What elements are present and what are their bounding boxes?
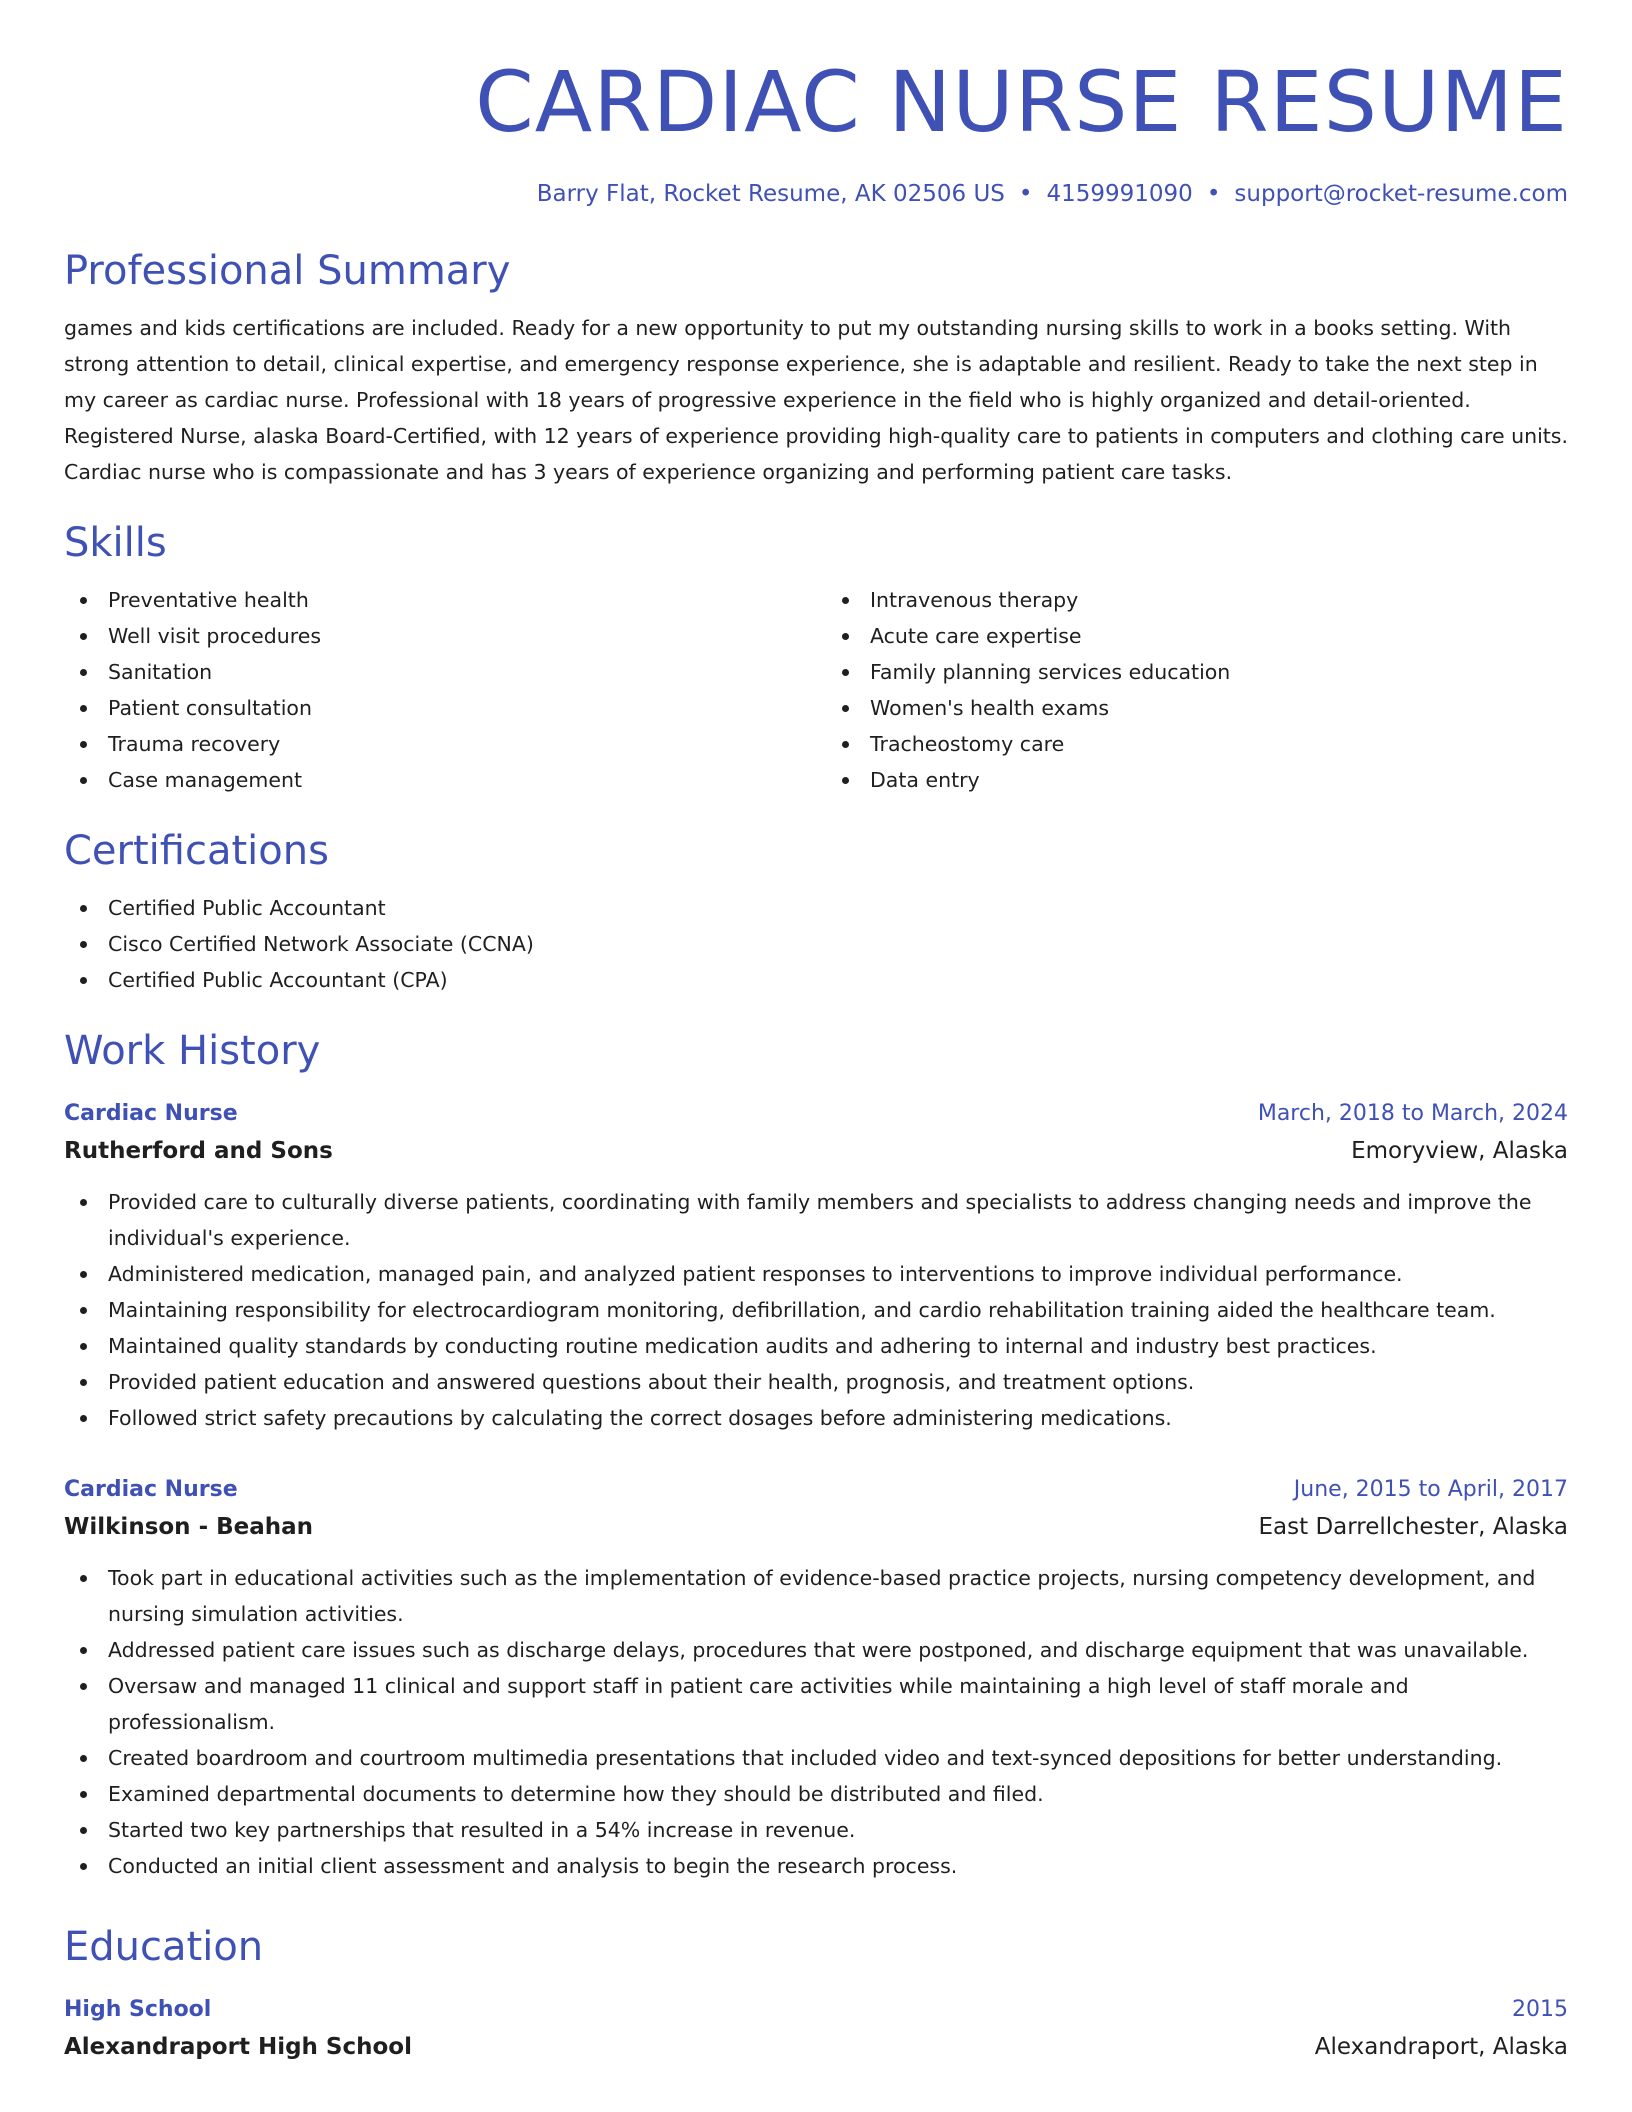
- job-bullets: [64, 1184, 1568, 1436]
- job-bullet: Created boardroom and courtroom multimedia presentations that included video and text-synced depositions for better understanding.: [64, 1740, 1568, 1776]
- certifications-list: [64, 890, 1568, 998]
- job-bullet: Took part in educational activities such as the implementation of evidence-based practice projects, nursing competency development, and nursing simulation activities.: [64, 1560, 1568, 1632]
- job-entry: [64, 1472, 1568, 1884]
- skills-heading: Skills: [64, 520, 167, 566]
- job-dates: June, 2015 to April, 2017: [1293, 1477, 1568, 1502]
- job-bullet: Maintained quality standards by conducting routine medication audits and adhering to internal and industry best practices.: [64, 1328, 1568, 1364]
- resume-title: CARDIAC NURSE RESUME: [475, 53, 1568, 151]
- job-location: East Darrellchester, Alaska: [1258, 1514, 1568, 1540]
- job-employer: Wilkinson - Beahan: [64, 1514, 314, 1540]
- job-bullet: Administered medication, managed pain, and analyzed patient responses to interventions to improve individual performance.: [64, 1256, 1568, 1292]
- education-degree: High School: [64, 1997, 212, 2022]
- resume-page: [64, 48, 1568, 2066]
- skill-item: Acute care expertise: [826, 618, 1568, 654]
- contact-separator: •: [1206, 181, 1221, 207]
- summary-heading: Professional Summary: [64, 248, 511, 294]
- skill-item: Case management: [64, 762, 806, 798]
- certification-item: Certified Public Accountant: [64, 890, 1568, 926]
- job-bullet: Oversaw and managed 11 clinical and support staff in patient care activities while maintaining a high level of staff morale and professionalism.: [64, 1668, 1568, 1740]
- skills-list-right: [826, 582, 1568, 798]
- job-bullet: Examined departmental documents to determine how they should be distributed and filed.: [64, 1776, 1568, 1812]
- job-bullet: Started two key partnerships that resulted in a 54% increase in revenue.: [64, 1812, 1568, 1848]
- work-history-heading: Work History: [64, 1028, 321, 1074]
- job-header-row: [64, 1096, 1568, 1132]
- skill-item: Intravenous therapy: [826, 582, 1568, 618]
- certification-item: Cisco Certified Network Associate (CCNA): [64, 926, 1568, 962]
- job-bullet: Followed strict safety precautions by calculating the correct dosages before administering medications.: [64, 1400, 1568, 1436]
- skills-list-left: [64, 582, 806, 798]
- education-heading: Education: [64, 1924, 264, 1970]
- job-employer: Rutherford and Sons: [64, 1138, 333, 1164]
- contact-separator: •: [1018, 181, 1033, 207]
- job-dates: March, 2018 to March, 2024: [1257, 1101, 1568, 1126]
- certification-item: Certified Public Accountant (CPA): [64, 962, 1568, 998]
- education-location: Alexandraport, Alaska: [1314, 2034, 1568, 2060]
- contact-address: Barry Flat, Rocket Resume, AK 02506 US: [536, 181, 1005, 207]
- education-year: 2015: [1512, 1997, 1568, 2022]
- summary-text: games and kids certifications are included. Ready for a new opportunity to put my outstanding nursing skills to work in a books setting. With strong attention to detail, clinical expertise, and emergency response experience, she is adaptable and resilient. Ready to take the next step in my career as cardiac nurse. Professional with 18 years of progressive experience in the field who is highly organized and detail-oriented. Registered Nurse, alaska Board-Certified, with 12 years of experience providing high-quality care to patients in computers and clothing care units. Cardiac nurse who is compassionate and has 3 years of experience organizing and performing patient care tasks.: [64, 316, 1568, 484]
- job-bullet: Addressed patient care issues such as discharge delays, procedures that were postponed, and discharge equipment that was unavailable.: [64, 1632, 1568, 1668]
- education-school-row: [64, 2028, 1568, 2066]
- job-bullet: Provided care to culturally diverse patients, coordinating with family members and specialists to address changing needs and improve the individual's experience.: [64, 1184, 1568, 1256]
- skill-item: Patient consultation: [64, 690, 806, 726]
- education-header-row: [64, 1992, 1568, 2028]
- skill-item: Sanitation: [64, 654, 806, 690]
- education-school: Alexandraport High School: [64, 2034, 412, 2060]
- job-bullet: Conducted an initial client assessment and analysis to begin the research process.: [64, 1848, 1568, 1884]
- skill-item: Preventative health: [64, 582, 806, 618]
- skill-item: Data entry: [826, 762, 1568, 798]
- skill-item: Tracheostomy care: [826, 726, 1568, 762]
- job-employer-row: [64, 1508, 1568, 1546]
- job-bullet: Maintaining responsibility for electrocardiogram monitoring, defibrillation, and cardio rehabilitation training aided the healthcare team.: [64, 1292, 1568, 1328]
- certifications-heading: Certifications: [64, 828, 329, 874]
- skill-item: Family planning services education: [826, 654, 1568, 690]
- education-entry: [64, 1992, 1568, 2066]
- skill-item: Well visit procedures: [64, 618, 806, 654]
- job-bullet: Provided patient education and answered questions about their health, prognosis, and treatment options.: [64, 1364, 1568, 1400]
- skills-grid: [64, 582, 1568, 798]
- job-location: Emoryview, Alaska: [1351, 1138, 1568, 1164]
- job-entry: [64, 1096, 1568, 1436]
- job-header-row: [64, 1472, 1568, 1508]
- contact-email: support@rocket-resume.com: [1234, 181, 1568, 207]
- skill-item: Women's health exams: [826, 690, 1568, 726]
- skill-item: Trauma recovery: [64, 726, 806, 762]
- job-employer-row: [64, 1132, 1568, 1170]
- contact-phone: 4159991090: [1046, 181, 1193, 207]
- job-title: Cardiac Nurse: [64, 1101, 238, 1126]
- job-bullets: [64, 1560, 1568, 1884]
- contact-line: [64, 178, 1568, 210]
- job-title: Cardiac Nurse: [64, 1477, 238, 1502]
